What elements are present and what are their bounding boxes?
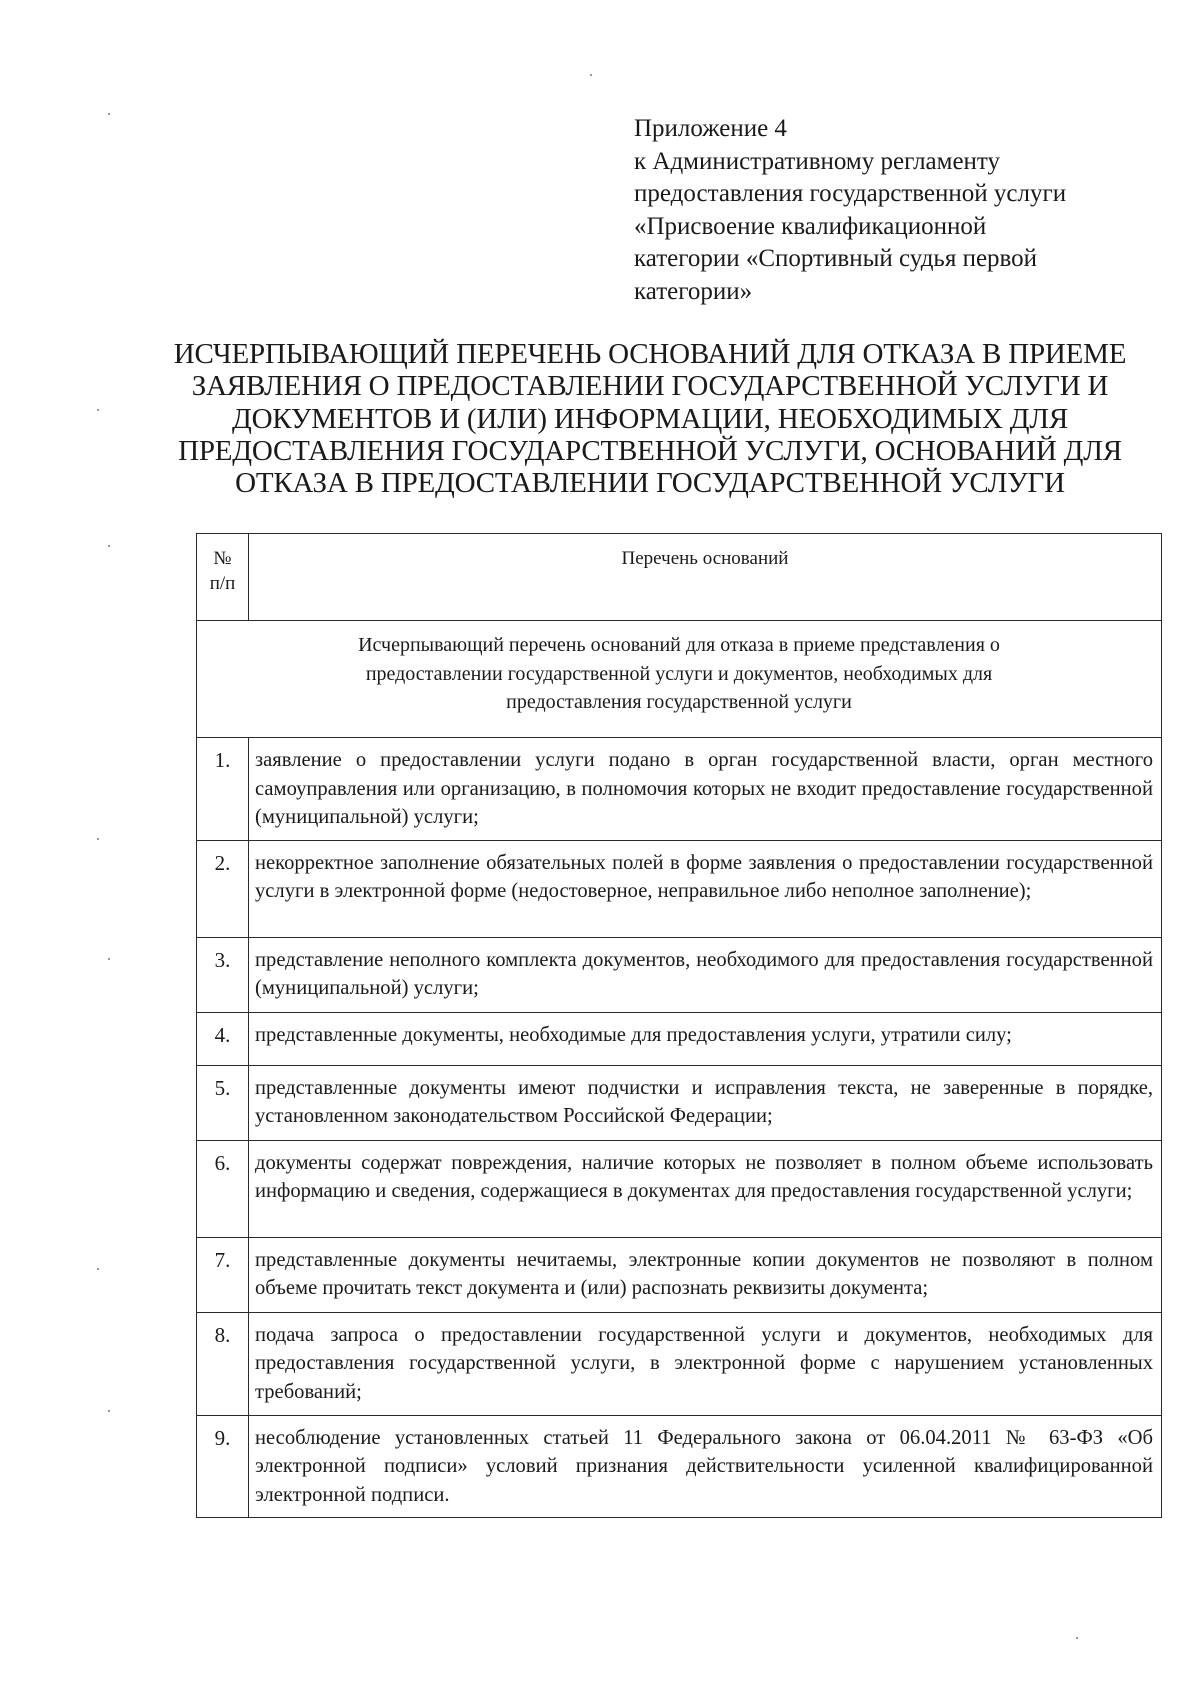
scan-speck <box>108 545 110 547</box>
section-heading-cell <box>197 621 1162 738</box>
row-text: представленные документы имеют подчистки и исправления текста, не заверенные в порядке, установленном законодательством Российской Федерации; <box>249 1065 1162 1140</box>
appendix-line: предоставления государственной услуги <box>634 180 1067 208</box>
row-number: 4. <box>197 1012 249 1065</box>
row-number: 5. <box>197 1065 249 1140</box>
header-grounds-cell: Перечень оснований <box>249 534 1162 621</box>
scan-speck <box>108 113 110 115</box>
scan-speck <box>97 409 99 411</box>
row-number: 9. <box>197 1415 249 1518</box>
scan-speck <box>590 74 592 76</box>
grounds-table <box>196 533 1162 1518</box>
row-text: несоблюдение установленных статьей 11 Федерального закона от 06.04.2011 № 63-ФЗ «Об электронной подписи» условий признания действительности усиленной квалифицированной электронной подписи. <box>249 1415 1162 1518</box>
row-text: документы содержат повреждения, наличие которых не позволяет в полном объеме использовать информацию и сведения, содержащиеся в документах для предоставления государственной услуги; <box>249 1140 1162 1237</box>
section-heading-line: предоставления государственной услуги <box>506 691 852 713</box>
appendix-line: Приложение 4 <box>634 115 787 142</box>
title-line: ИСЧЕРПЫВАЮЩИЙ ПЕРЕЧЕНЬ ОСНОВАНИЙ ДЛЯ ОТКАЗА В ПРИЕМЕ <box>173 338 1127 370</box>
row-number: 3. <box>197 937 249 1012</box>
row-number: 1. <box>197 738 249 841</box>
appendix-line: категории» <box>634 277 753 305</box>
table-row <box>197 1065 1162 1140</box>
table-row <box>197 1237 1162 1312</box>
title-line: ПРЕДОСТАВЛЕНИЯ ГОСУДАРСТВЕННОЙ УСЛУГИ, ОСНОВАНИЙ ДЛЯ <box>178 434 1122 467</box>
appendix-note <box>634 113 1154 309</box>
scan-speck <box>97 838 99 840</box>
row-text: некорректное заполнение обязательных полей в форме заявления о предоставлении государственной услуги в электронной форме (недостоверное, неправильное либо неполное заполнение); <box>249 840 1162 937</box>
table-row <box>197 937 1162 1012</box>
header-number-cell <box>197 534 249 621</box>
header-number-sign: № <box>213 548 232 569</box>
row-text: заявление о предоставлении услуги подано в орган государственной власти, орган местного самоуправления или организацию, в полномочия которых не входит предоставление государственной (муниципальной) услуги; <box>249 738 1162 841</box>
scan-speck <box>97 1268 99 1270</box>
row-text: представленные документы нечитаемы, электронные копии документов не позволяют в полном объеме прочитать текст документа и (или) распознать реквизиты документа; <box>249 1237 1162 1312</box>
header-number-abbr: п/п <box>209 573 236 594</box>
row-number: 7. <box>197 1237 249 1312</box>
title-line: ЗАЯВЛЕНИЯ О ПРЕДОСТАВЛЕНИИ ГОСУДАРСТВЕННОЙ УСЛУГИ И <box>191 370 1109 403</box>
row-number: 2. <box>197 840 249 937</box>
table-row <box>197 738 1162 841</box>
row-text: представленные документы, необходимые для предоставления услуги, утратили силу; <box>249 1012 1162 1065</box>
scan-speck <box>108 1410 110 1412</box>
title-line: ДОКУМЕНТОВ И (ИЛИ) ИНФОРМАЦИИ, НЕОБХОДИМЫХ ДЛЯ <box>231 402 1068 435</box>
appendix-line: к Административному регламенту <box>634 147 1001 175</box>
appendix-line: категории «Спортивный судья первой <box>634 245 1038 273</box>
table-header-row <box>197 534 1162 621</box>
scan-speck <box>108 958 110 960</box>
row-text: подача запроса о предоставлении государственной услуги и документов, необходимых для предоставления государственной услуги, в электронной форме с нарушением установленных требований; <box>249 1312 1162 1415</box>
table-row <box>197 1415 1162 1518</box>
row-number: 8. <box>197 1312 249 1415</box>
table-row <box>197 1012 1162 1065</box>
row-number: 6. <box>197 1140 249 1237</box>
scan-speck <box>1076 1637 1078 1639</box>
row-text: представление неполного комплекта документов, необходимого для предоставления государственной (муниципальной) услуги; <box>249 937 1162 1012</box>
table-row <box>197 840 1162 937</box>
appendix-line: «Присвоение квалификационной <box>634 212 987 240</box>
table-row <box>197 1312 1162 1415</box>
section-heading-line: предоставлении государственной услуги и документов, необходимых для <box>365 662 993 685</box>
title-line: ОТКАЗА В ПРЕДОСТАВЛЕНИИ ГОСУДАРСТВЕННОЙ УСЛУГИ <box>235 467 1065 500</box>
section-heading-row <box>197 621 1162 738</box>
table-row <box>197 1140 1162 1237</box>
document-title <box>150 338 1150 499</box>
section-heading-line: Исчерпывающий перечень оснований для отказа в приеме представления о <box>358 634 1000 656</box>
